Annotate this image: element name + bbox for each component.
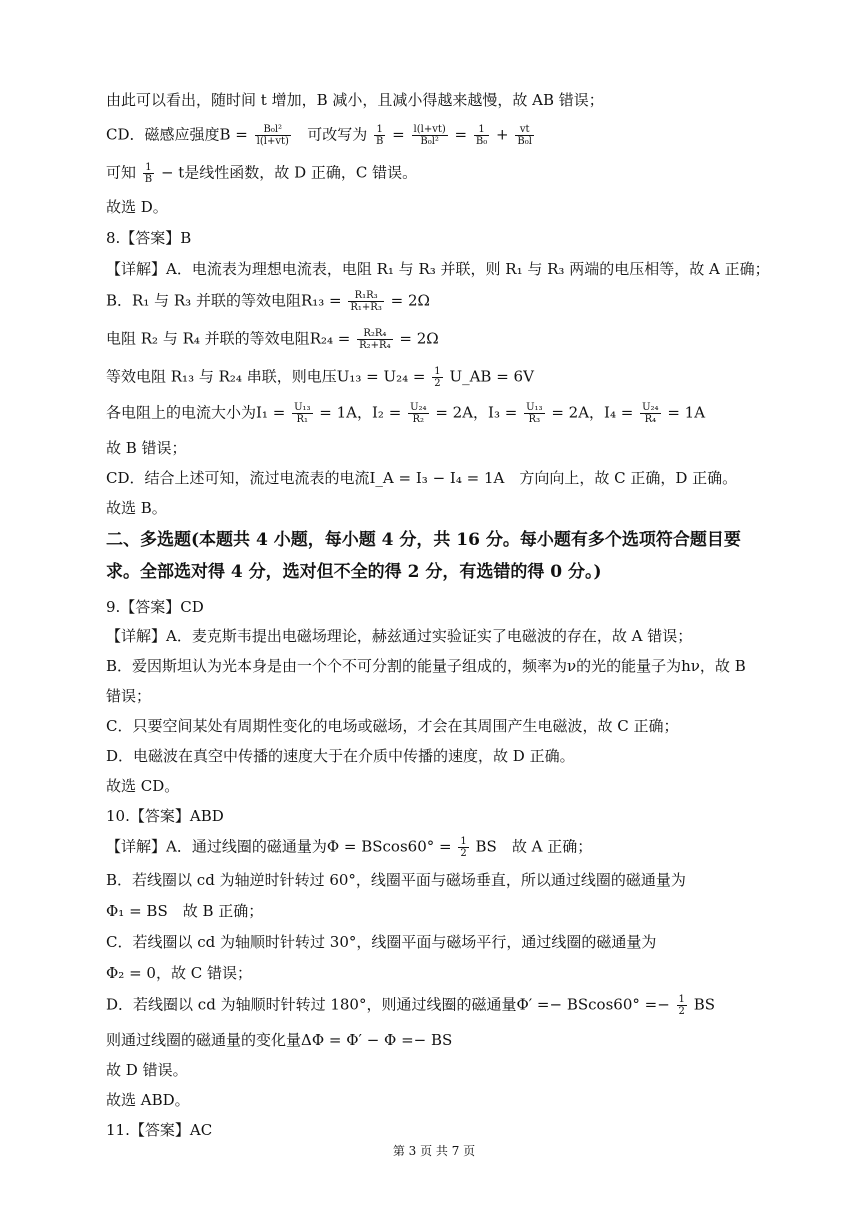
fraction: $\frac{\text{U₂₄}}{\text{R₄}}$ — [642, 402, 659, 425]
fraction: $\frac{\text{U₂₄}}{\text{R₂}}$ — [410, 402, 427, 425]
formula-line: B．R₁ 与 R₃ 并联的等效电阻R₁₃ = $\frac{\text{R₁R₃}}{\text{R₁+R₃}}$ = 2Ω — [106, 290, 430, 313]
text-line: C．若线圈以 cd 为轴顺时针转过 30°，线圈平面与磁场平行，通过线圈的磁通量为 — [106, 933, 657, 951]
text-line: 故选 B。 — [106, 499, 167, 517]
text-line: 【详解】A．电流表为理想电流表，电阻 R₁ 与 R₃ 并联，则 R₁ 与 R₃ 两端的电压相等，故 A 正确； — [106, 260, 770, 278]
fraction: $\frac{vt}{\text{B₀l}}$ — [517, 124, 532, 147]
formula-line: 各电阻上的电流大小为I₁ = $\frac{\text{U₁₃}}{\text{R₁}}$ = 1A，I₂ = $\frac{\text{U₂₄}}{\text{R₂}}$ = 2A，I₃ = $\frac{\text{U₁₃}}{\text{R₃}}$ = 2A，I₄ = $\frac{\text{U₂₄}}{\text{R₄}}$ = 1A — [106, 402, 706, 425]
text-line: 故选 ABD。 — [106, 1091, 190, 1109]
text-line: C．只要空间某处有周期性变化的电场或磁场，才会在其周围产生电磁波，故 C 正确； — [106, 717, 679, 735]
formula-line: CD．磁感应强度B = $\frac{\text{B₀l²}}{l(l+vt)}$ 可改写为 $\frac{1}{B}$ = $\frac{l(l+vt)}{\text{B₀l²}}$ = $\frac{1}{\text{B₀}}$ + $\frac{vt}{\text{B₀l}}$ — [106, 124, 532, 147]
text-line: 则通过线圈的磁通量的变化量ΔΦ = Φ′ − Φ =− BS — [106, 1031, 453, 1049]
fraction: $\frac{\text{B₀l²}}{l(l+vt)}$ — [256, 124, 289, 147]
formula-line: 【详解】A．通过线圈的磁通量为Φ = BScos60° = $\frac{1}{2}$ BS 故 A 正确； — [106, 836, 593, 859]
text-line: B．爱因斯坦认为光本身是由一个个不可分割的能量子组成的，频率为ν的光的能量子为hν，故 B — [106, 657, 746, 675]
formula-line: 电阻 R₂ 与 R₄ 并联的等效电阻R₂₄ = $\frac{\text{R₂R₄}}{\text{R₂+R₄}}$ = 2Ω — [106, 328, 439, 351]
page-footer: 第 3 页 共 7 页 — [392, 1144, 476, 1158]
formula-line: 等效电阻 R₁₃ 与 R₂₄ 串联，则电压U₁₃ = U₂₄ = $\frac{1}{2}$ U_AB = 6V — [106, 366, 534, 389]
fraction: $\frac{\text{R₂R₄}}{\text{R₂+R₄}}$ — [359, 328, 391, 351]
fraction: $\frac{1}{B}$ — [144, 162, 153, 185]
fraction: $\frac{l(l+vt)}{\text{B₀l²}}$ — [413, 124, 446, 147]
text-line: 故选 CD。 — [106, 777, 180, 795]
text-line: Φ₁ = BS 故 B 正确； — [106, 902, 264, 920]
fraction: $\frac{1}{\text{B₀}}$ — [475, 124, 488, 147]
section-heading: 二、多选题(本题共 4 小题，每小题 4 分，共 16 分。每小题有多个选项符合题目要求。全部选对得 4 分，选对但不全的得 2 分，有选错的得 0 分。) — [106, 530, 741, 582]
fraction: $\frac{1}{B}$ — [376, 124, 384, 147]
text-line: CD．结合上述可知，流过电流表的电流I_A = I₃ − I₄ = 1A 方向向上，故 C 正确，D 正确。 — [106, 469, 738, 487]
fraction: $\frac{\text{U₁₃}}{\text{R₃}}$ — [526, 402, 543, 425]
fraction: $\frac{\text{U₁₃}}{\text{R₁}}$ — [294, 402, 311, 425]
answer-heading: 11.【答案】AC — [106, 1121, 213, 1139]
formula-line: 可知 $\frac{1}{B}$ − t是线性函数，故 D 正确，C 错误。 — [106, 162, 418, 185]
text-line: 故 B 错误； — [106, 439, 187, 457]
answer-heading: 10.【答案】ABD — [106, 807, 224, 825]
fraction: $\frac{1}{2}$ — [460, 836, 467, 859]
text-line: D．电磁波在真空中传播的速度大于在介质中传播的速度，故 D 正确。 — [106, 747, 575, 765]
text-line: 故选 D。 — [106, 198, 168, 216]
text-line: B．若线圈以 cd 为轴逆时针转过 60°，线圈平面与磁场垂直，所以通过线圈的磁通量为 — [106, 871, 686, 889]
text-line: 由此可以看出，随时间 t 增加，B 减小，且减小得越来越慢，故 AB 错误； — [106, 91, 604, 109]
fraction: $\frac{1}{2}$ — [678, 994, 685, 1017]
text-line: 【详解】A．麦克斯韦提出电磁场理论，赫兹通过实验证实了电磁波的存在，故 A 错误； — [106, 627, 693, 645]
text-line: 错误； — [106, 687, 152, 705]
answer-heading: 8.【答案】B — [106, 229, 192, 247]
formula-line: D．若线圈以 cd 为轴顺时针转过 180°，则通过线圈的磁通量Φ′ =− BScos60° =− $\frac{1}{2}$ BS — [106, 994, 716, 1017]
text-line: 故 D 错误。 — [106, 1061, 188, 1079]
fraction: $\frac{\text{R₁R₃}}{\text{R₁+R₃}}$ — [350, 290, 382, 313]
fraction: $\frac{1}{2}$ — [434, 366, 441, 389]
text-line: Φ₂ = 0，故 C 错误； — [106, 964, 252, 982]
answer-heading: 9.【答案】CD — [106, 598, 204, 616]
